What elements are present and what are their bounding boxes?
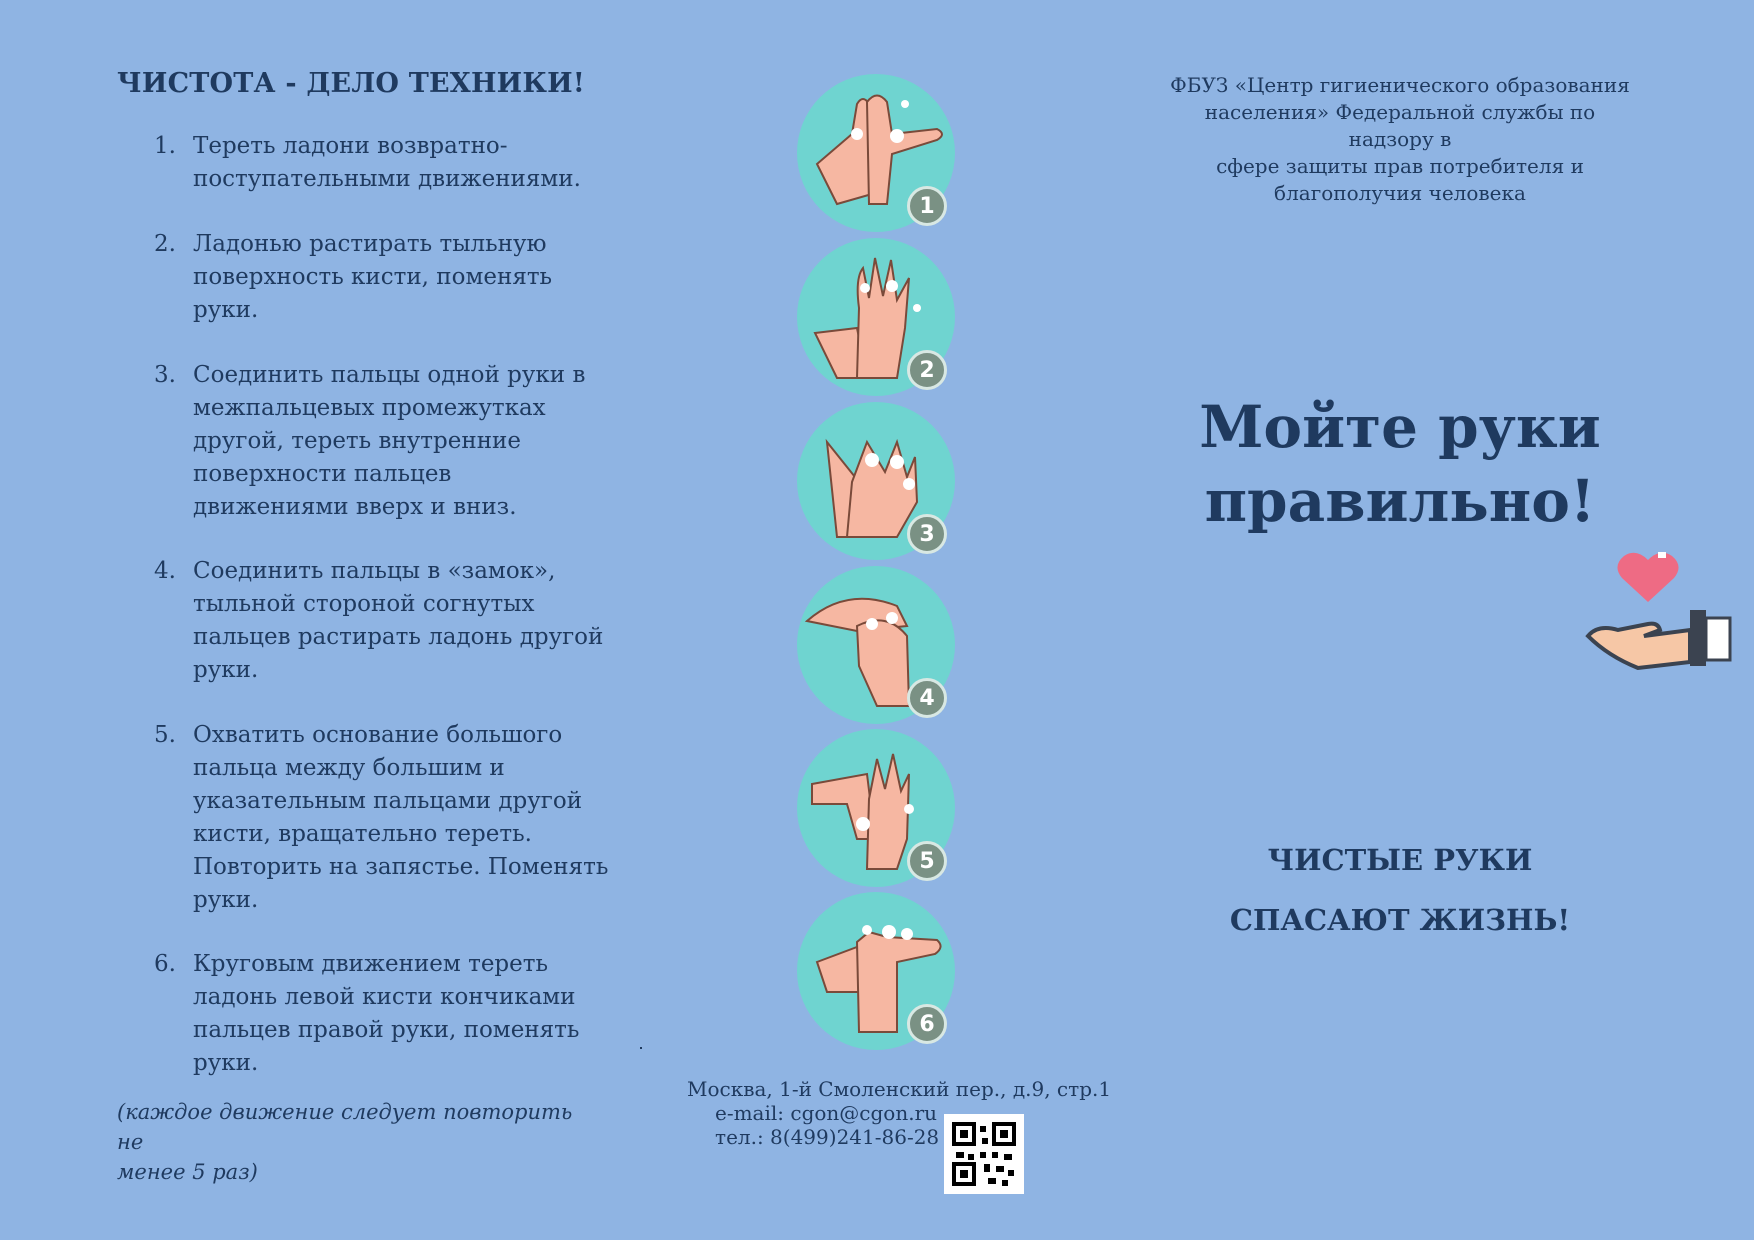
organization-name [1160,72,1640,207]
org-line: населения» Федеральной службы по надзору в [1204,100,1596,151]
washing-hands-icon [797,402,955,560]
step-number: 5. [154,722,176,748]
step-5 [150,719,653,917]
address: Москва, 1-й Смоленский пер., д.9, стр.1 [687,1077,1112,1101]
step-number: 6. [154,951,176,977]
step-6 [150,948,653,1080]
step-line: межпальцевых промежутках [193,395,546,421]
step-number: 3. [154,362,176,388]
step-line: поверхности пальцев [193,461,452,487]
slogan-line: ЧИСТЫЕ РУКИ [1267,843,1533,877]
step-badge: 3 [907,514,947,554]
title-line: правильно! [1204,467,1596,535]
step-line: Ладонью растирать тыльную [193,231,547,257]
step-line: ладонь левой кисти кончиками [193,984,576,1010]
step-badge: 4 [907,678,947,718]
org-line: сфере защиты прав потребителя и [1216,154,1584,178]
step-line: пальцев правой руки, поменять [193,1017,580,1043]
step-line: Повторить на запястье. Поменять [193,854,609,880]
note-line: (каждое движение следует повторить не [117,1100,573,1154]
step-line: тыльной стороной согнутых [193,591,535,617]
step-number: 1. [154,133,176,159]
step-line: поверхность кисти, поменять [193,264,553,290]
step-4 [150,555,653,687]
step-line: пальцев растирать ладонь другой [193,624,604,650]
step-1 [150,130,653,196]
washing-hands-icon [797,238,955,396]
step-line: Тереть ладони возвратно- [193,133,508,159]
step-line: указательным пальцами другой [193,788,583,814]
step-line: Круговым движением тереть [193,951,549,977]
org-line: благополучия человека [1274,181,1526,205]
repeat-note [117,1097,597,1187]
step-line: поступательными движениями. [193,166,581,192]
left-panel-title: ЧИСТОТА - ДЕЛО ТЕХНИКИ! [117,68,585,99]
slogan-line: СПАСАЮТ ЖИЗНЬ! [1229,903,1571,937]
step-line: другой, тереть внутренние [193,428,521,454]
phone: тел.: 8(499)241-86-28 [715,1125,940,1149]
step-line: Соединить пальцы в «замок», [193,558,556,584]
note-line: менее 5 раз) [117,1160,258,1184]
org-line: ФБУЗ «Центр гигиенического образования [1170,73,1630,97]
step-number: 2. [154,231,176,257]
washing-hands-icon [797,566,955,724]
step-3 [150,359,653,524]
step-line: руки. [193,297,259,323]
step-badge: 6 [907,1004,947,1044]
qr-code-icon [944,1114,1024,1194]
step-line: Охватить основание большого [193,722,563,748]
step-2 [150,228,653,327]
title-line: Мойте руки [1199,393,1601,461]
stray-dot [640,1047,642,1049]
step-line: руки. [193,657,259,683]
washing-hands-icon [797,74,955,232]
step-line: руки. [193,887,259,913]
step-badge: 1 [907,186,947,226]
step-line: Соединить пальцы одной руки в [193,362,586,388]
slogan [1170,830,1630,950]
step-line: кисти, вращательно тереть. [193,821,532,847]
step-line: пальца между большим и [193,755,505,781]
heart-in-hand-icon [1578,538,1738,678]
washing-hands-icon [797,729,955,887]
step-badge: 5 [907,841,947,881]
email: e-mail: cgon@cgon.ru [715,1101,938,1125]
step-number: 4. [154,558,176,584]
step-badge: 2 [907,350,947,390]
step-line: руки. [193,1050,259,1076]
main-title [1170,390,1630,538]
step-line: движениями вверх и вниз. [193,494,517,520]
washing-hands-icon [797,892,955,1050]
